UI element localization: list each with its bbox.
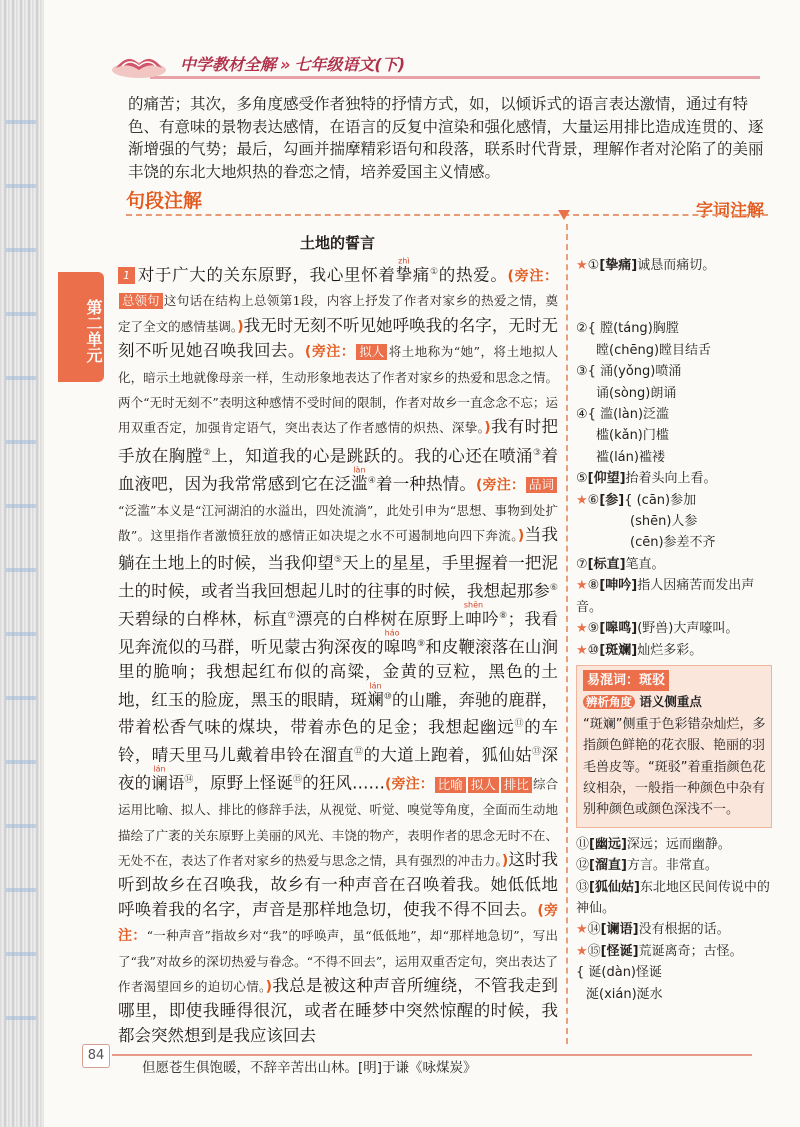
ruby-lan: 滥làn (351, 465, 368, 494)
gloss-item: ★⑭[谰语]没有根据的话。 (576, 922, 730, 938)
header-title (180, 52, 405, 75)
gloss-item: ★⑧[呻吟]指人因痛苦而发出声音。 (576, 578, 755, 615)
gloss-item: ⑪[幽远]深远；远而幽静。 (576, 836, 731, 852)
tag-word-analysis: 品词 (526, 477, 557, 493)
gloss-item: { 诞(dàn)怪诞 (576, 965, 663, 981)
ruby-lan3: 谰lán (151, 764, 168, 793)
gloss-item: ②{ 膛(táng)胸膛 (576, 321, 679, 337)
tag-personification-2: 拟人 (468, 777, 499, 793)
gloss-item: ★⑨[嗥鸣](野兽)大声嚎叫。 (576, 621, 739, 637)
gloss-item: ⑤[仰望]抬着头向上看。 (576, 471, 717, 487)
gloss-item: ★⑥[参]{ (cān)参加 (576, 492, 697, 508)
section-divider (126, 214, 768, 217)
paragraph-badge: 1 (118, 267, 135, 284)
main-text: 1 对于广大的关东原野，我心里怀着挚zhì痛①的热爱。(旁注：总领句 这句话在结构上总领第1段，内容上抒发了作者对家乡的热爱之情，奠定了全文的感情基调。)我无时无刻不听见她呼唤我的名字，无时无刻不听见她召唤我回去。(旁注： 拟人 将土地称为“她”，将土地拟人化，暗示土地就像母亲一样，生动形象地表达了作者对家乡的热爱和思念之情。两个“无时无刻不”表明这种感情不受时间的限制，作者对故乡一直念念不忘；运用双重否定，加强肯定语气，突出表达了作者感情的炽热、深挚。)我有时把手放在胸膛②上，知道我的心是跳跃的。我的心还在喷涌③着血液吧，因为我常常感到它在泛滥làn④着一种热情。(旁注： 品词“泛滥”本义是“江河湖泊的水溢出，四处流淌”，此处引申为“思想、事物到处扩散”。这里指作者激愤狂放的感情正如决堤之水不可遏制地向四下奔流。)当我躺在土地上的时候，当我仰望⑤天上的星星，手里握着一把泥土的时候，或者当我回想起儿时的往事的时候，我想起那参⑥天碧绿的白桦林，标直⑦漂亮的白桦树在原野上呻shēn吟⑧；我看见奔流似的马群，听见蒙古狗深夜的嗥háo鸣⑨和皮鞭滚落在山涧里的脆响；我想起红布似的高粱，金黄的豆粒，黑色的土地，红玉的脸庞，黑玉的眼睛，斑斓lán⑩的山雕，奔驰的鹿群，带着松香气味的煤块，带着赤色的足金；我想起幽远⑪的车铃，晴天里马儿戴着串铃在溜直⑫的大道上跑着，狐仙姑⑬深夜的谰lán语⑭，原野上怪诞⑮的狂风……(旁注： 比喻 拟人 排比 综合运用比喻、拟人、排比的修辞手法，从视觉、听觉、嗅觉等角度，全面而生动地描绘了广袤的关东原野上美丽的风光、丰饶的物产，表明作者的思念无时不在、无处不在，表达了作者对家乡的热爱与思念之情，具有强烈的冲击力。)这时我听到故乡在召唤我，故乡有一种声音在召唤着我。她低低地呼唤着我的名字，声音是那样地急切，使我不得不回去。(旁注：“一种声音”指故乡对“我”的呼唤声，虽“低低地”，却“那样地急切”，写出了“我”对故乡的深切热爱与眷念。“不得不回去”，运用双重否定句，突出表达了作者渴望回乡的迫切心情。)我总是被这种声音所缠绕，不管我走到哪里，即使我睡得很沉，或者在睡梦中突然惊醒的时候，我都会突然想到是我应该回去 (118, 256, 559, 1045)
footer-quote: 但愿苍生俱饱暖，不辞辛苦出山林。[明]于谦《咏煤炭》 (142, 1060, 477, 1076)
gloss-item: ⑦[标直]笔直。 (576, 556, 665, 572)
box-text: “斑斓”侧重于色彩错杂灿烂，多指颜色鲜艳的花衣服、艳丽的羽毛兽皮等。“斑驳”着重指颜色花纹相杂，一般指一种颜色中杂有别种颜色或颜色深浅不一。 (583, 716, 766, 818)
gloss-item: ⑫[溜直]方言。非常直。 (576, 858, 718, 874)
article-title: 土地的誓言 (300, 234, 376, 252)
tag-parallelism: 排比 (501, 777, 532, 793)
annotation-1: 这句话在结构上总领第1段，内容上抒发了作者对家乡的热爱之情，奠定了全文的感情基调。 (118, 293, 558, 334)
annotation-2: 将土地称为“她”，将土地拟人化，暗示土地就像母亲一样，生动形象地表达了作者对家乡的热爱和思念之情。两个“无时无刻不”表明这种感情不受时间的限制，作者对故乡一直念念不忘；运用双重否定，加强肯定语气，突出表达了作者感情的炽热、深挚。 (118, 344, 558, 436)
word-gloss-column: ★①[挚痛]诚恳而痛切。 ②{ 膛(táng)胸膛 瞠(chēng)瞠目结舌 ③{ 涌(yǒng)喷涌 诵(sòng)朗诵 ④{ 滥(làn)泛滥 槛(kǎn)门槛 褴(lán)褴褛 ⑤[仰望]抬着头向上看。 ★⑥[参]{ (cān)参加 (shēn)人参 (cēn)参差不齐 ⑦[标直]笔直。 ★⑧[呻吟]指人因痛苦而发出声音。 ★⑨[嗥鸣](野兽)大声嚎叫。 ★⑩[斑斓]灿烂多彩。 易混词：斑驳 辨析角度 语义侧重点 “斑斓”侧重于色彩错杂灿烂，多指颜色鲜艳的花衣服、艳丽的羽毛兽皮等。“斑驳”着重指颜色花纹相杂，一般指一种颜色中杂有别种颜色或颜色深浅不一。 ⑪[幽远]深远；远而幽静。 ⑫[溜直]方言。非常直。 ⑬[狐仙姑]东北地区民间传说中的神仙。 ★⑭[谰语]没有根据的话。 ★⑮[怪诞]荒诞离奇；古怪。 { 诞(dàn)怪诞 涎(xián)涎水 (576, 255, 772, 1005)
page-edge-stack (0, 0, 44, 1127)
annotation-3: “泛滥”本义是“江河湖泊的水溢出，四处流淌”，此处引申为“思想、事物到处扩散”。这里指作者激愤狂放的感情正如决堤之水不可遏制地向四下奔流。 (118, 502, 558, 544)
text-segment: 对于广大的关东原野，我心里怀着 (137, 265, 396, 284)
confusable-word-box (576, 665, 772, 828)
gloss-item: ★①[挚痛]诚恳而痛切。 (576, 258, 716, 273)
open-book-icon (110, 46, 168, 80)
gloss-item: ⑬[狐仙姑]东北地区民间传说中的神仙。 (576, 879, 770, 916)
header-subject: 七年级语文(下) (294, 55, 406, 74)
intro-paragraph: 的痛苦；其次，多角度感受作者独特的抒情方式，如，以倾诉式的语言表达激情，通过有特色、有意味的景物表达感情，在语言的反复中渲染和强化感情，大量运用排比造成连贯的、逐渐增强的气势；最后，勾画并揣摩精彩语句和段落，联系时代背景，理解作者对沦陷了的美丽丰饶的东北大地炽热的眷恋之情，培养爱国主义情感。 (128, 95, 764, 181)
gloss-item: ★⑩[斑斓]灿烂多彩。 (576, 642, 703, 658)
annotation-5: “一种声音”指故乡对“我”的呼唤声，虽“低低地”，却“那样地急切”，写出了“我”对故乡的深切热爱与眷念。“不得不回去”，运用双重否定句，突出表达了作者渴望回乡的迫切心情。 (118, 928, 559, 994)
tag-metaphor: 比喻 (435, 777, 466, 793)
gloss-item: ③{ 涌(yǒng)喷涌 (576, 364, 682, 380)
ruby-lan2: 斓lán (367, 681, 384, 709)
box-subheading: 辨析角度 语义侧重点 (583, 691, 767, 713)
unit-tab: 第二单元 (58, 272, 104, 382)
note-label: (旁注： (507, 268, 559, 284)
header-book-title: 中学教材全解 (180, 55, 277, 74)
tag-personification: 拟人 (356, 344, 387, 360)
gloss-item: ★⑮[怪诞]荒诞离奇；古怪。 (576, 943, 743, 959)
gloss-item: ④{ 滥(làn)泛滥 (576, 407, 670, 423)
page-header (110, 46, 760, 84)
header-arrow-icon: » (280, 55, 291, 74)
tag-summary-sentence: 总领句 (119, 293, 163, 309)
annotation-4: 综合运用比喻、拟人、排比的修辞手法，从视觉、听觉、嗅觉等角度，全面而生动地描绘了广袤的关东原野上美丽的风光、丰饶的物产，表明作者的思念无时不在、无处不在，表达了作者对家乡的热爱与思念之情，具有强烈的冲击力。 (118, 776, 559, 868)
column-divider (566, 224, 568, 1044)
ruby-shen: 呻shēn (463, 600, 484, 629)
box-heading: 易混词：斑驳 (583, 670, 669, 691)
ruby-hao: 嗥háo (383, 628, 401, 657)
header-rule (150, 76, 760, 79)
section-heading-word-notes: 字词注解 (696, 201, 764, 221)
ruby-zhi: 挚zhì (395, 256, 413, 284)
section-heading-sentence-notes: 句段注解 (126, 190, 203, 212)
page-number: 84 (82, 1044, 110, 1068)
page-edge-tabs (6, 60, 36, 1040)
